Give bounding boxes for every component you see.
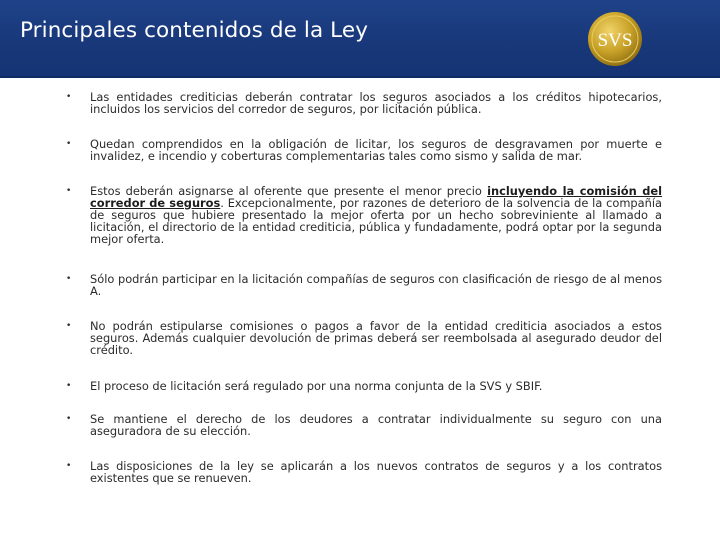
bullet-icon: •: [66, 274, 72, 284]
bullet-text: Estos deberán asignarse al oferente que presente el menor precio incluyendo la comisión del corredor de seguros. Excepcionalmente, por razones de deterioro de la solvencia de la compañía de seguros que hubiere presentado la mejor oferta por un hecho sobreviniente al llamado a licitación, el directorio de la entidad crediticia, pública y fundadamente, podrá optar por la segunda mejor oferta.: [90, 184, 663, 246]
bullet-text: Las entidades crediticias deberán contratar los seguros asociados a los créditos hipotecarios, incluidos los servicios del corredor de seguros, por licitación pública.: [90, 90, 662, 116]
title-underline: [0, 76, 720, 78]
title-bar: [0, 0, 720, 76]
bullet-text: Sólo podrán participar en la licitación compañías de seguros con clasificación de riesgo de al menos A.: [90, 272, 662, 298]
bullet-icon: •: [66, 186, 72, 196]
list-item: [66, 413, 662, 437]
bullet-text: El proceso de licitación será regulado por una norma conjunta de la SVS y SBIF.: [90, 379, 543, 393]
svs-logo: [586, 10, 644, 68]
bullet-text: Se mantiene el derecho de los deudores a contratar individualmente su seguro con una aseguradora de su elección.: [90, 412, 662, 438]
emphasis-text: incluyendo la comisión del corredor de seguros: [90, 184, 663, 210]
list-item: [66, 138, 662, 162]
list-item: [66, 91, 662, 115]
bullet-icon: •: [66, 321, 72, 331]
list-item: [66, 185, 662, 245]
bullet-icon: •: [66, 381, 72, 391]
bullet-icon: •: [66, 414, 72, 424]
bullet-text: Las disposiciones de la ley se aplicarán a los nuevos contratos de seguros y a los contratos existentes que se renueven.: [90, 459, 662, 485]
bullet-text: Quedan comprendidos en la obligación de licitar, los seguros de desgravamen por muerte e invalidez, e incendio y coberturas complementarias tales como sismo y salida de mar.: [90, 137, 662, 163]
bullet-icon: •: [66, 139, 72, 149]
bullet-icon: •: [66, 92, 72, 102]
list-item: [66, 380, 662, 392]
bullet-icon: •: [66, 461, 72, 471]
logo-text: SVS: [597, 30, 633, 51]
bullet-text: No podrán estipularse comisiones o pagos a favor de la entidad crediticia asociados a estos seguros. Además cualquier devolución de primas deberá ser reembolsada al asegurado deudor del crédito.: [90, 319, 662, 357]
slide-title: Principales contenidos de la Ley: [20, 18, 369, 43]
list-item: [66, 460, 662, 484]
list-item: [66, 273, 662, 297]
list-item: [66, 320, 662, 356]
